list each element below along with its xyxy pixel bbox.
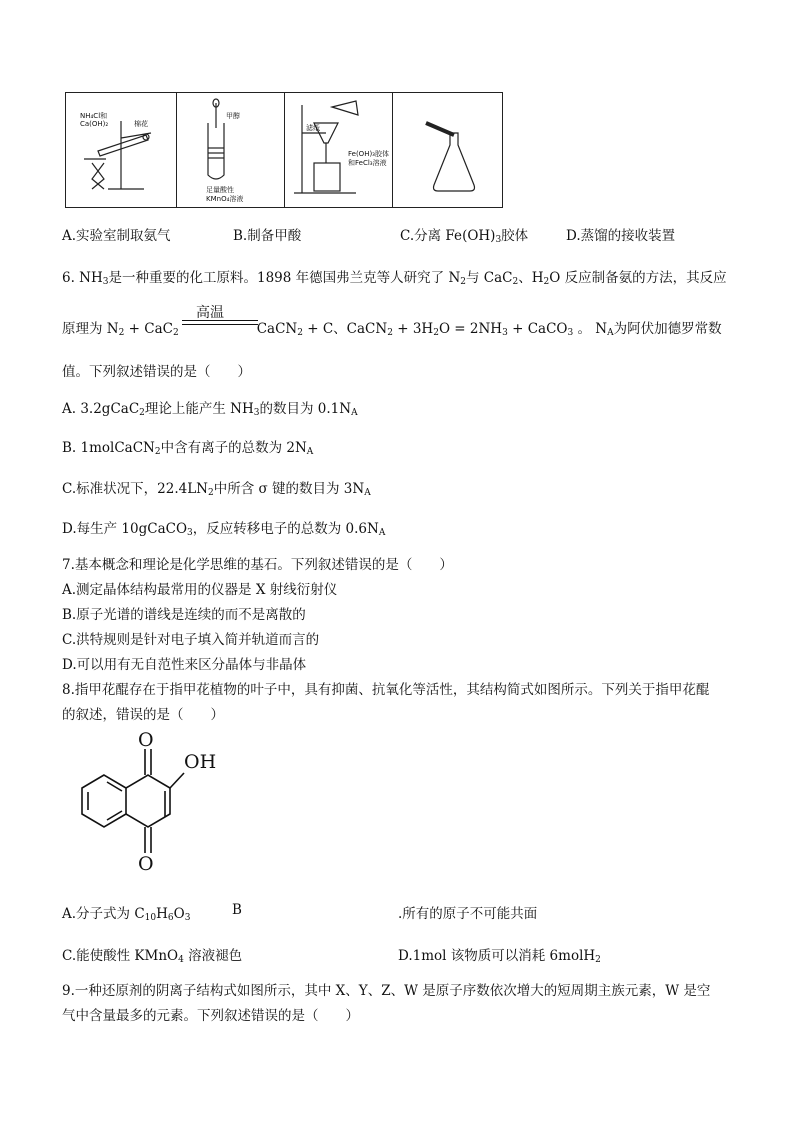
q6-option-b: B. 1molCaCN$_2$中含有离子的总数为 $2N_A$ bbox=[62, 440, 314, 457]
filtration-apparatus-icon bbox=[294, 101, 358, 193]
receiving-flask-icon bbox=[426, 123, 475, 191]
lawsone-structure bbox=[62, 725, 242, 885]
q7-option-b: B.原子光谱的谱线是连续的而不是离散的 bbox=[62, 607, 306, 623]
q8-option-b-letter: B bbox=[232, 902, 242, 918]
q8-stem-line1: 8.指甲花醌存在于指甲花植物的叶子中，具有抑菌、抗氧化等活性，其结构简式如图所示。下列关于指甲花醌 bbox=[62, 682, 710, 698]
atom-label: O bbox=[138, 853, 154, 875]
q6-stem-line2: 原理为 $N_2 + CaC_2$ CaCN$_2$ + C、CaCN$_2$ + $3H_2O = 2NH_3$ + CaCO$_3$ 。 $N_A$为阿伏加德罗常数 bbox=[62, 321, 722, 338]
q7-option-d: D.可以用有无自范性来区分晶体与非晶体 bbox=[62, 657, 307, 673]
q7-stem: 7.基本概念和理论是化学思维的基石。下列叙述错误的是（ ） bbox=[62, 557, 453, 573]
apparatus-drawings bbox=[66, 93, 502, 207]
q6-stem-line1: 6. $NH_3$是一种重要的化工原料。1898 年德国弗兰克等人研究了 $N_2$与 CaC$_2$、$H_2O$ 反应制备氨的方法，其反应 bbox=[62, 270, 727, 287]
figure-label: NH₄Cl和 bbox=[80, 112, 108, 120]
figure-label: 甲醇 bbox=[226, 112, 240, 120]
q7-option-c: C.洪特规则是针对电子填入简并轨道而言的 bbox=[62, 632, 320, 648]
q6-option-c: C.标准状况下，$22.4LN_2$中所含 σ 键的数目为 $3N_A$ bbox=[62, 481, 371, 498]
q8-option-a: A.分子式为 $C_{10}H_6O_3$ bbox=[62, 906, 191, 923]
figure-label: 足量酸性 bbox=[206, 186, 234, 194]
q5-option-a: A.实验室制取氨气 bbox=[62, 228, 171, 244]
q5-option-c: C.分离 $Fe(OH)_3$胶体 bbox=[400, 228, 529, 245]
figure-label: Fe(OH)₃胶体 bbox=[348, 150, 389, 158]
q6-option-d: D.每生产 10gCaCO$_3$，反应转移电子的总数为 $0.6N_A$ bbox=[62, 521, 386, 538]
figure-label: Ca(OH)₂ bbox=[80, 120, 109, 128]
q7-option-a: A.测定晶体结构最常用的仪器是 X 射线衍射仪 bbox=[62, 582, 338, 598]
q5-option-d: D.蒸馏的接收装置 bbox=[566, 228, 676, 244]
q6-option-a: A. 3.2gCaC$_2$理论上能产生 $NH_3$的数目为 $0.1N_A$ bbox=[62, 401, 358, 418]
atom-label: O bbox=[138, 729, 154, 751]
apparatus-figure bbox=[65, 92, 503, 208]
q9-stem-line1: 9.一种还原剂的阴离子结构式如图所示，其中 X、Y、Z、W 是原子序数依次增大的短周期主族元素，W 是空 bbox=[62, 983, 711, 999]
atom-label: OH bbox=[184, 751, 217, 773]
q5-option-b: B.制备甲酸 bbox=[233, 228, 302, 244]
q8-option-c: C.能使酸性 KMnO$_4$ 溶液褪色 bbox=[62, 948, 243, 965]
figure-label: 棉花 bbox=[134, 120, 148, 128]
ammonia-apparatus-icon bbox=[84, 121, 151, 189]
q6-stem-line3: 值。下列叙述错误的是（ ） bbox=[62, 364, 251, 380]
q8-option-b: .所有的原子不可能共面 bbox=[398, 906, 538, 922]
figure-label: 和FeCl₃溶液 bbox=[348, 159, 387, 167]
q8-option-d: D.1mol 该物质可以消耗 6molH$_2$ bbox=[398, 948, 601, 965]
figure-label: 滤纸 bbox=[306, 124, 320, 132]
figure-label: KMnO₄溶液 bbox=[206, 195, 244, 203]
reaction-condition: 高温 bbox=[196, 305, 224, 321]
methanol-tube-icon bbox=[208, 99, 224, 179]
q8-stem-line2: 的叙述，错误的是（ ） bbox=[62, 707, 224, 723]
q9-stem-line2: 气中含量最多的元素。下列叙述错误的是（ ） bbox=[62, 1008, 359, 1024]
